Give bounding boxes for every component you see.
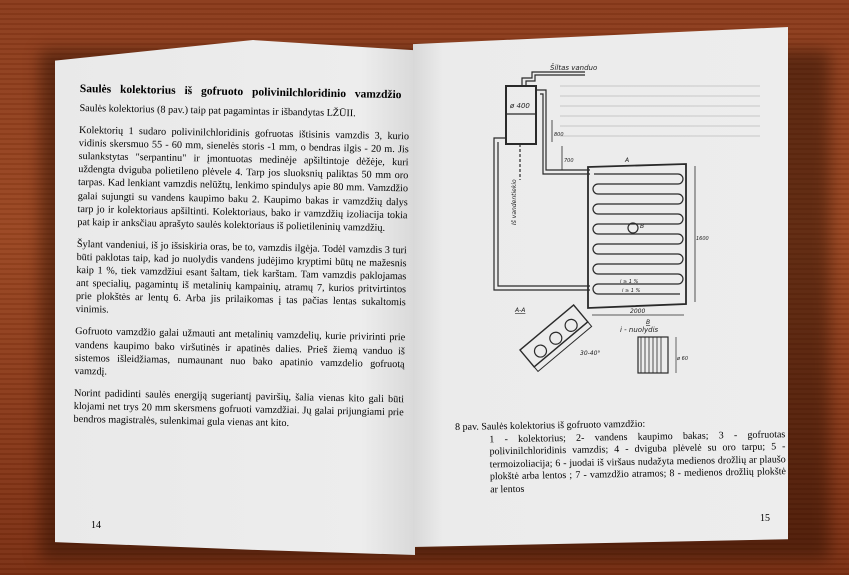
paragraph: Gofruoto vamzdžio galai užmauti ant metalinių vamzdelių, kurie privirinti prie vandens kaupimo bako viršutinės ir apatinės dalies. Prieš žiemą vanduo iš sistemos išleidžiamas, numaunant nuo bako apatinio vamzdelio gofruotą vamzdį. [74, 326, 406, 378]
label-slope-2: i ≥ 1 % [622, 288, 641, 294]
left-page-content [73, 82, 410, 441]
label-hot-water: Šiltas vanduo [550, 64, 598, 72]
label-angle: 30-40° [580, 350, 601, 357]
label-slope-1: i ≥ 1 % [620, 279, 639, 285]
label-detail-title: B [646, 319, 651, 326]
figure-caption [455, 416, 786, 497]
caption-body: 1 - kolektorius; 2- vandens kaupimo bakas; 3 - gofruotas polivinilchloridinis vamzdis; 4 - dviguba plėvelė su oro tarpu; 5 - termoizoliacija; 6 - juodai iš viršaus nudažyta medienos drožlių ar plaušo plokštė arba lentos ; 7 - vamzdžio atramos; 8 - medienos drožlių plokštė ar lentos [489, 428, 787, 495]
page-number-left: 14 [91, 520, 101, 531]
label-dim-800: 800 [554, 132, 564, 138]
label-tank-diameter: ø 400 [510, 102, 530, 110]
label-slope-caption: i - nuolydis [620, 326, 659, 334]
label-section-mark: A [625, 157, 630, 164]
page-number-right: 15 [760, 513, 770, 524]
paragraph: Saulės kolektorius (8 pav.) taip pat pagamintas ir išbandytas LŽŪII. [79, 102, 356, 120]
paragraph: Šylant vandeniui, iš jo išsiskiria oras, be to, vamzdis ilgėja. Todėl vamzdis 3 turi būti paklotas taip, kad jo nuolydis vandens judėjimo kryptimi būtų ne mažesnis kaip 1 %, tiek vamzdžiui esant šaltam, tiek karštam. Tam vamzdis paklojamas ant specialių, pagamintų iš metalinių kampainių, atramų 7, kurios pritvirtintos prie plokštės ar lentų 6. Arba jis prilaikomas į tas pačias lentas sukaltomis vinimis. [75, 238, 407, 316]
paragraph: Norint padidinti saulės energiją sugeriantį paviršių, šalia vienas kito gali būti klojami net trys 20 mm skersmens gofruoti vamzdžiai. Jų galai prijungiami prie bendros magistralės, sulenkimai gula vienas ant kito. [73, 387, 405, 430]
section-heading: Saulės kolektorius iš gofruoto polivinilchloridinio vamzdžio [79, 82, 402, 102]
caption-title: 8 pav. Saulės kolektorius iš gofruoto vamzdžio: [455, 418, 646, 433]
label-dim-1600: 1600 [696, 236, 709, 242]
paragraph: Kolektorių 1 sudaro polivinilchloridinis gofruotas ištisinis vamzdis 3, kurio vidinis skersmuo 55 - 60 mm, sienelės storis -1 mm, o bendras ilgis - 20 m. Jis sulankstytas "serpantinu" ir įmontuotas medinėje apšiltintoje dėžėje, kuri uždengta dviguba polietileno plėvele 4. Tarp jos sluoksnių paliktas 50 mm oro tarpas. Kad lenkiant vamzdis nelūžtų, lenkimo spindulys apie 80 mm. Vamzdžio galai sujungti su vandens kaupimo baku 2. Kaupimo bakas ir vamzdžių dalys tarp jo ir kolektoriaus apšiltinti. Kolektoriaus, bako ir vamzdžių izoliacija tokia pat kaip ir anksčiau aprašyto saulės kolektoriaus iš polietileninių vamzdžių. [77, 125, 410, 234]
label-detail-mark: B [640, 223, 645, 230]
label-dim-2000: 2000 [630, 308, 646, 315]
label-section-title: A-A [515, 307, 526, 314]
label-dim-700: 700 [564, 158, 574, 164]
label-dim-d60: ø 60 [677, 356, 689, 362]
solar-collector-diagram [480, 50, 760, 420]
label-from-water-supply: Iš vandentiekio [511, 179, 518, 225]
